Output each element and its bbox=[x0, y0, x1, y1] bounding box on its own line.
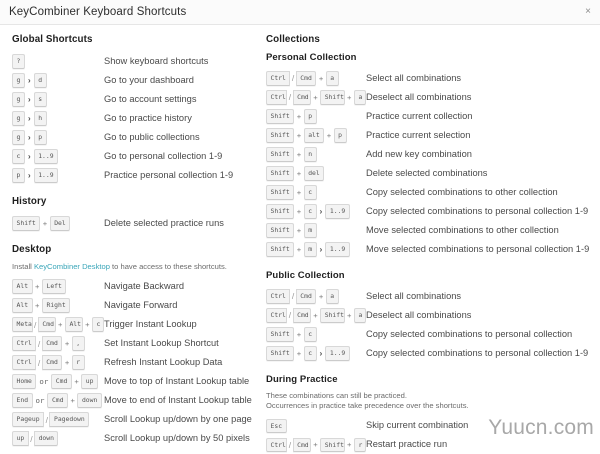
shortcut-row bbox=[12, 353, 262, 372]
shortcut-section bbox=[266, 270, 600, 363]
key-cap: down bbox=[77, 393, 101, 408]
key-cap: a bbox=[326, 71, 339, 86]
shortcut-keys bbox=[266, 128, 366, 143]
key-cap: del bbox=[304, 166, 325, 181]
key-separator-plus: + bbox=[296, 329, 302, 339]
key-separator-chevron: › bbox=[27, 113, 31, 124]
key-separator-plus: + bbox=[296, 130, 302, 140]
section-heading: Public Collection bbox=[266, 270, 345, 281]
key-cap: Alt bbox=[65, 317, 83, 332]
key-separator-plus: + bbox=[74, 376, 79, 386]
key-cap: p bbox=[304, 109, 317, 124]
shortcut-keys bbox=[266, 223, 366, 238]
key-cap: c bbox=[92, 317, 104, 332]
key-separator-plus: + bbox=[313, 92, 318, 102]
key-cap: Shift bbox=[266, 242, 294, 257]
key-separator-plus: + bbox=[296, 206, 302, 216]
key-cap: Cmd bbox=[42, 355, 63, 370]
shortcut-keys bbox=[12, 216, 104, 231]
shortcut-description: Move to end of Instant Lookup table bbox=[104, 395, 252, 406]
section-note bbox=[12, 262, 262, 272]
key-cap: Left bbox=[42, 279, 66, 294]
shortcut-row bbox=[12, 296, 262, 315]
shortcut-description: Select all combinations bbox=[366, 290, 462, 301]
shortcut-description: Go to public collections bbox=[104, 131, 200, 142]
shortcut-description: Go to practice history bbox=[104, 112, 192, 123]
key-cap: Shift bbox=[12, 216, 40, 231]
shortcut-description: Copy selected combinations to personal collection bbox=[366, 328, 573, 339]
key-cap: Shift bbox=[320, 438, 344, 453]
shortcut-list bbox=[12, 52, 262, 185]
shortcut-row bbox=[266, 221, 600, 240]
shortcut-row bbox=[266, 240, 600, 259]
shortcut-row bbox=[12, 52, 262, 71]
key-cap: Right bbox=[42, 298, 70, 313]
key-separator-slash: / bbox=[291, 291, 295, 302]
shortcut-description: Show keyboard shortcuts bbox=[104, 55, 209, 66]
key-cap: Ctrl bbox=[266, 438, 287, 453]
shortcut-description: Delete selected combinations bbox=[366, 167, 488, 178]
shortcut-row bbox=[266, 107, 600, 126]
shortcut-row bbox=[12, 315, 262, 334]
key-separator-slash: / bbox=[288, 439, 292, 450]
key-separator-plus: + bbox=[296, 244, 302, 254]
shortcut-row bbox=[12, 147, 262, 166]
shortcut-row bbox=[12, 391, 262, 410]
shortcut-section bbox=[266, 374, 600, 454]
key-cap: 1..9 bbox=[325, 346, 349, 361]
shortcut-row bbox=[12, 429, 262, 448]
key-cap: Shift bbox=[266, 109, 294, 124]
key-cap: Pageup bbox=[12, 412, 44, 427]
shortcut-keys bbox=[12, 54, 104, 69]
key-separator-plus: + bbox=[296, 168, 302, 178]
shortcut-keys bbox=[12, 336, 104, 351]
shortcut-row bbox=[12, 71, 262, 90]
key-cap: r bbox=[72, 355, 85, 370]
section-note bbox=[266, 391, 600, 412]
shortcut-description: Copy selected combinations to other collection bbox=[366, 186, 558, 197]
key-cap: m bbox=[304, 223, 317, 238]
key-cap: End bbox=[12, 393, 33, 408]
key-cap: c bbox=[304, 204, 317, 219]
shortcut-row bbox=[266, 164, 600, 183]
key-cap: 1..9 bbox=[34, 168, 58, 183]
section-heading: During Practice bbox=[266, 374, 338, 385]
shortcut-description: Go to personal collection 1-9 bbox=[104, 150, 223, 161]
key-cap: 1..9 bbox=[325, 204, 349, 219]
key-cap: a bbox=[326, 289, 339, 304]
key-separator-chevron: › bbox=[27, 151, 31, 162]
shortcut-row bbox=[266, 344, 600, 363]
key-cap: Alt bbox=[12, 298, 33, 313]
key-cap: Ctrl bbox=[12, 355, 36, 370]
key-separator-chevron: › bbox=[319, 348, 323, 359]
dialog-body bbox=[0, 25, 600, 454]
key-cap: alt bbox=[304, 128, 325, 143]
key-cap: n bbox=[304, 147, 317, 162]
key-separator-plus: + bbox=[313, 310, 318, 320]
note-line-1: These combinations can still be practiced. bbox=[266, 391, 407, 400]
key-cap: Shift bbox=[266, 185, 294, 200]
shortcut-keys bbox=[12, 73, 104, 88]
shortcut-row bbox=[12, 128, 262, 147]
shortcut-list bbox=[12, 277, 262, 448]
shortcut-keys bbox=[266, 71, 366, 86]
shortcut-description: Set Instant Lookup Shortcut bbox=[104, 338, 219, 349]
shortcut-keys bbox=[266, 185, 366, 200]
key-cap: s bbox=[34, 92, 47, 107]
shortcut-row bbox=[12, 90, 262, 109]
key-separator-plus: + bbox=[296, 149, 302, 159]
key-separator-plus: + bbox=[70, 395, 75, 405]
key-cap: c bbox=[304, 346, 317, 361]
key-separator-plus: + bbox=[347, 92, 352, 102]
section-heading: Global Shortcuts bbox=[12, 34, 93, 45]
shortcut-keys bbox=[266, 90, 366, 105]
key-separator-slash: / bbox=[37, 338, 41, 349]
shortcut-row bbox=[266, 145, 600, 164]
shortcut-keys bbox=[266, 204, 366, 219]
dialog-titlebar bbox=[0, 0, 600, 25]
key-cap: g bbox=[12, 92, 25, 107]
key-cap: Del bbox=[50, 216, 71, 231]
shortcut-keys bbox=[12, 111, 104, 126]
note-line-2: Occurrences in practice take precedence over the shortcuts. bbox=[266, 401, 469, 411]
key-separator-slash: / bbox=[37, 357, 41, 368]
key-cap: Shift bbox=[266, 147, 294, 162]
key-separator-plus: + bbox=[35, 281, 40, 291]
key-cap: h bbox=[34, 111, 47, 126]
key-cap: Ctrl bbox=[12, 336, 36, 351]
key-separator-or: or bbox=[39, 377, 49, 387]
key-cap: 1..9 bbox=[325, 242, 349, 257]
key-cap: Cmd bbox=[296, 71, 317, 86]
key-cap: Ctrl bbox=[266, 289, 290, 304]
shortcut-description: Skip current combination bbox=[366, 420, 469, 431]
key-separator-slash: / bbox=[45, 414, 48, 425]
shortcut-description: Copy selected combinations to personal collection 1-9 bbox=[366, 347, 589, 358]
shortcut-description: Add new key combination bbox=[366, 148, 472, 159]
key-separator-plus: + bbox=[347, 440, 352, 450]
shortcut-keys bbox=[12, 412, 104, 427]
shortcut-description: Select all combinations bbox=[366, 72, 462, 83]
shortcut-row bbox=[266, 126, 600, 145]
shortcut-description: Scroll Lookup up/down by one page bbox=[104, 414, 252, 425]
shortcut-description: Move selected combinations to personal collection 1-9 bbox=[366, 243, 590, 254]
key-cap: g bbox=[12, 130, 25, 145]
key-cap: c bbox=[12, 149, 25, 164]
section-heading: Personal Collection bbox=[266, 52, 357, 63]
shortcut-description: Navigate Forward bbox=[104, 300, 178, 311]
shortcut-row bbox=[12, 410, 262, 429]
key-cap: m bbox=[304, 242, 317, 257]
shortcut-keys bbox=[12, 92, 104, 107]
shortcut-description: Go to your dashboard bbox=[104, 74, 194, 85]
shortcut-section bbox=[12, 244, 262, 448]
key-cap: down bbox=[34, 431, 58, 446]
shortcut-row bbox=[266, 69, 600, 88]
key-separator-plus: + bbox=[296, 187, 302, 197]
shortcut-keys bbox=[12, 317, 104, 332]
key-separator-slash: / bbox=[288, 92, 292, 103]
shortcut-keys bbox=[12, 130, 104, 145]
key-cap: Ctrl bbox=[266, 90, 287, 105]
shortcut-section bbox=[266, 52, 600, 259]
key-separator-slash: / bbox=[291, 73, 295, 84]
shortcut-list bbox=[266, 69, 600, 259]
shortcut-keys bbox=[266, 147, 366, 162]
key-separator-plus: + bbox=[64, 338, 70, 348]
key-cap: g bbox=[12, 111, 25, 126]
left-column bbox=[0, 34, 262, 454]
shortcut-keys bbox=[266, 242, 366, 257]
key-cap: g bbox=[12, 73, 25, 88]
key-cap: up bbox=[12, 431, 29, 446]
key-cap: Pagedown bbox=[49, 412, 89, 427]
key-cap: Meta bbox=[12, 317, 33, 332]
shortcut-description: Practice current collection bbox=[366, 110, 473, 121]
key-separator-plus: + bbox=[326, 130, 332, 140]
key-separator-plus: + bbox=[313, 440, 318, 450]
desktop-app-link[interactable]: KeyCombiner Desktop bbox=[33, 262, 110, 271]
key-separator-plus: + bbox=[296, 111, 302, 121]
key-separator-plus: + bbox=[58, 319, 63, 329]
shortcut-description: Move to top of Instant Lookup table bbox=[104, 376, 250, 387]
key-cap: Cmd bbox=[296, 289, 317, 304]
shortcut-description: Deselect all combinations bbox=[366, 91, 472, 102]
shortcut-description: Delete selected practice runs bbox=[104, 217, 224, 228]
shortcut-row bbox=[12, 334, 262, 353]
shortcut-keys bbox=[12, 298, 104, 313]
key-cap: d bbox=[34, 73, 47, 88]
key-cap: Alt bbox=[12, 279, 33, 294]
close-icon[interactable]: × bbox=[585, 6, 591, 17]
shortcut-description: Copy selected combinations to personal collection 1-9 bbox=[366, 205, 589, 216]
key-separator-slash: / bbox=[288, 310, 292, 321]
shortcut-keys bbox=[12, 431, 104, 446]
key-cap: ? bbox=[12, 54, 25, 69]
key-cap: Home bbox=[12, 374, 36, 389]
shortcut-row bbox=[266, 325, 600, 344]
dialog-title: KeyCombiner Keyboard Shortcuts bbox=[9, 6, 187, 18]
key-cap: Shift bbox=[320, 308, 344, 323]
key-separator-plus: + bbox=[296, 348, 302, 358]
shortcut-row bbox=[12, 372, 262, 391]
note-suffix: to have access to these shortcuts. bbox=[109, 262, 227, 271]
shortcut-row bbox=[266, 306, 600, 325]
shortcut-row bbox=[12, 277, 262, 296]
key-cap: Shift bbox=[266, 346, 294, 361]
shortcut-description: Navigate Backward bbox=[104, 281, 185, 292]
key-cap: p bbox=[334, 128, 347, 143]
key-cap: Shift bbox=[266, 204, 294, 219]
key-cap: Ctrl bbox=[266, 308, 287, 323]
key-cap: Cmd bbox=[38, 317, 56, 332]
shortcut-row bbox=[12, 214, 262, 233]
shortcut-keys bbox=[266, 438, 366, 453]
key-separator-slash: / bbox=[34, 319, 37, 330]
key-cap: a bbox=[354, 308, 366, 323]
key-separator-plus: + bbox=[347, 310, 352, 320]
shortcut-list bbox=[266, 287, 600, 363]
key-cap: Shift bbox=[320, 90, 344, 105]
key-cap: a bbox=[354, 90, 366, 105]
key-cap: Cmd bbox=[293, 438, 311, 453]
key-cap: Cmd bbox=[42, 336, 63, 351]
key-separator-chevron: › bbox=[27, 132, 31, 143]
key-separator-chevron: › bbox=[27, 170, 31, 181]
shortcut-keys bbox=[266, 166, 366, 181]
note-prefix: Install bbox=[12, 262, 34, 271]
shortcut-keys bbox=[12, 393, 104, 408]
key-cap: up bbox=[81, 374, 98, 389]
shortcut-description: Practice current selection bbox=[366, 129, 471, 140]
key-separator-plus: + bbox=[35, 300, 40, 310]
key-cap: Cmd bbox=[47, 393, 68, 408]
key-cap: Shift bbox=[266, 128, 294, 143]
key-cap: p bbox=[34, 130, 47, 145]
shortcut-row bbox=[12, 109, 262, 128]
shortcut-row bbox=[266, 287, 600, 306]
shortcut-keys bbox=[12, 279, 104, 294]
shortcut-keys bbox=[12, 355, 104, 370]
shortcut-keys bbox=[266, 327, 366, 342]
shortcut-description: Trigger Instant Lookup bbox=[104, 319, 197, 330]
shortcut-keys bbox=[266, 289, 366, 304]
shortcut-row bbox=[266, 183, 600, 202]
key-separator-chevron: › bbox=[319, 244, 323, 255]
shortcut-list bbox=[12, 214, 262, 233]
shortcut-description: Scroll Lookup up/down by 50 pixels bbox=[104, 433, 250, 444]
right-column bbox=[262, 34, 600, 454]
shortcut-keys bbox=[266, 346, 366, 361]
shortcut-keys bbox=[12, 374, 104, 389]
key-cap: c bbox=[304, 185, 317, 200]
key-separator-or: or bbox=[35, 396, 45, 406]
key-cap: 1..9 bbox=[34, 149, 58, 164]
key-cap: Ctrl bbox=[266, 71, 290, 86]
key-cap: , bbox=[72, 336, 85, 351]
shortcut-row bbox=[266, 88, 600, 107]
key-cap: Cmd bbox=[293, 90, 311, 105]
key-cap: Shift bbox=[266, 166, 294, 181]
shortcut-description: Deselect all combinations bbox=[366, 309, 472, 320]
shortcut-keys bbox=[12, 149, 104, 164]
shortcut-description: Go to account settings bbox=[104, 93, 197, 104]
shortcut-keys bbox=[266, 109, 366, 124]
key-separator-plus: + bbox=[318, 73, 324, 83]
key-separator-plus: + bbox=[42, 218, 48, 228]
key-separator-chevron: › bbox=[27, 94, 31, 105]
shortcut-description: Practice personal collection 1-9 bbox=[104, 169, 234, 180]
key-separator-slash: / bbox=[30, 433, 33, 444]
shortcut-section bbox=[12, 196, 262, 233]
section-heading: History bbox=[12, 196, 47, 207]
shortcut-row bbox=[266, 202, 600, 221]
key-cap: Shift bbox=[266, 327, 294, 342]
shortcut-description: Refresh Instant Lookup Data bbox=[104, 357, 223, 368]
shortcut-row bbox=[12, 166, 262, 185]
key-cap: Cmd bbox=[51, 374, 72, 389]
key-separator-plus: + bbox=[85, 319, 90, 329]
key-cap: Cmd bbox=[293, 308, 311, 323]
section-heading: Desktop bbox=[12, 244, 52, 255]
key-separator-chevron: › bbox=[319, 206, 323, 217]
shortcut-description: Move selected combinations to other collection bbox=[366, 224, 559, 235]
key-cap: Esc bbox=[266, 419, 287, 434]
watermark: Yuucn.com bbox=[488, 416, 594, 439]
key-cap: Shift bbox=[266, 223, 294, 238]
key-separator-chevron: › bbox=[27, 75, 31, 86]
key-cap: r bbox=[354, 438, 366, 453]
key-separator-plus: + bbox=[296, 225, 302, 235]
shortcut-keys bbox=[266, 419, 366, 434]
shortcut-section bbox=[12, 34, 262, 185]
shortcut-keys bbox=[266, 308, 366, 323]
collections-heading: Collections bbox=[266, 34, 320, 45]
key-cap: p bbox=[12, 168, 25, 183]
shortcut-keys bbox=[12, 168, 104, 183]
key-separator-plus: + bbox=[64, 357, 70, 367]
key-separator-plus: + bbox=[318, 291, 324, 301]
shortcut-description: Restart practice run bbox=[366, 439, 448, 450]
key-cap: c bbox=[304, 327, 317, 342]
